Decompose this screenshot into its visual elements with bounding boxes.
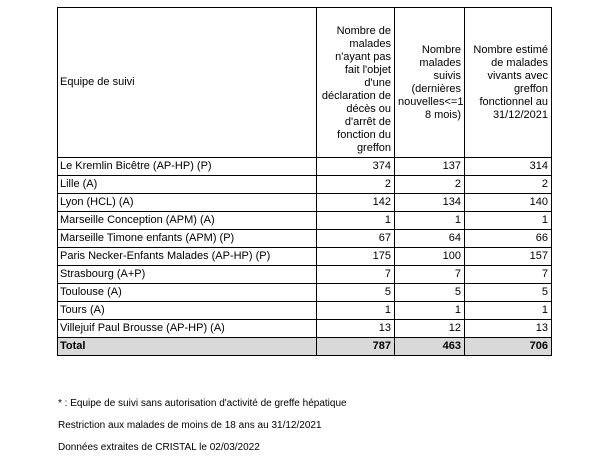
cell-followed: 12 <box>395 320 465 338</box>
cell-undeclared: 175 <box>317 248 395 266</box>
cell-undeclared: 13 <box>317 320 395 338</box>
team-name: Marseille Timone enfants (APM) (P) <box>58 230 317 248</box>
team-name: Marseille Conception (APM) (A) <box>58 212 317 230</box>
total-followed: 463 <box>395 338 465 356</box>
cell-estimated-alive: 157 <box>465 248 552 266</box>
total-estimated-alive: 706 <box>465 338 552 356</box>
header-estimated-alive: Nombre estimé de malades vivants avec greffon fonctionnel au 31/12/2021 <box>465 8 552 158</box>
team-name: Villejuif Paul Brousse (AP-HP) (A) <box>58 320 317 338</box>
cell-followed: 64 <box>395 230 465 248</box>
cell-estimated-alive: 66 <box>465 230 552 248</box>
cell-followed: 2 <box>395 176 465 194</box>
table-row <box>58 176 552 194</box>
table-row <box>58 194 552 212</box>
header-followed: Nombre malades suivis (dernières nouvelles<=1 8 mois) <box>395 8 465 158</box>
table-row <box>58 284 552 302</box>
cell-estimated-alive: 2 <box>465 176 552 194</box>
cell-undeclared: 374 <box>317 158 395 176</box>
header-undeclared: Nombre de malades n'ayant pas fait l'objet d'une déclaration de décès ou d'arrêt de fonction du greffon <box>317 8 395 158</box>
header-row <box>58 8 552 158</box>
cell-estimated-alive: 13 <box>465 320 552 338</box>
footnotes <box>58 393 347 459</box>
team-name: Le Kremlin Bicêtre (AP-HP) (P) <box>58 158 317 176</box>
footnote-data-source: Données extraites de CRISTAL le 02/03/2022 <box>58 442 260 453</box>
cell-followed: 1 <box>395 302 465 320</box>
cell-undeclared: 2 <box>317 176 395 194</box>
table-row <box>58 230 552 248</box>
cell-undeclared: 67 <box>317 230 395 248</box>
cell-followed: 137 <box>395 158 465 176</box>
team-name: Tours (A) <box>58 302 317 320</box>
team-name: Toulouse (A) <box>58 284 317 302</box>
cell-followed: 5 <box>395 284 465 302</box>
table-row <box>58 248 552 266</box>
cell-followed: 100 <box>395 248 465 266</box>
cell-estimated-alive: 1 <box>465 212 552 230</box>
table-row <box>58 302 552 320</box>
total-label: Total <box>58 338 317 356</box>
table-row <box>58 266 552 284</box>
cell-estimated-alive: 314 <box>465 158 552 176</box>
cell-estimated-alive: 140 <box>465 194 552 212</box>
cell-estimated-alive: 1 <box>465 302 552 320</box>
table-row <box>58 212 552 230</box>
footnote-authorization: * : Equipe de suivi sans autorisation d'activité de greffe hépatique <box>58 398 347 409</box>
table-row <box>58 320 552 338</box>
team-name: Lille (A) <box>58 176 317 194</box>
team-name: Paris Necker-Enfants Malades (AP-HP) (P) <box>58 248 317 266</box>
cell-undeclared: 142 <box>317 194 395 212</box>
team-name: Lyon (HCL) (A) <box>58 194 317 212</box>
cell-undeclared: 1 <box>317 212 395 230</box>
footnote-age-restriction: Restriction aux malades de moins de 18 ans au 31/12/2021 <box>58 420 322 431</box>
cell-undeclared: 5 <box>317 284 395 302</box>
cell-estimated-alive: 5 <box>465 284 552 302</box>
cell-followed: 7 <box>395 266 465 284</box>
cell-undeclared: 1 <box>317 302 395 320</box>
header-team: Equipe de suivi <box>58 8 317 158</box>
total-undeclared: 787 <box>317 338 395 356</box>
follow-up-table <box>57 7 552 356</box>
cell-estimated-alive: 7 <box>465 266 552 284</box>
table-row <box>58 158 552 176</box>
cell-undeclared: 7 <box>317 266 395 284</box>
cell-followed: 1 <box>395 212 465 230</box>
team-name: Strasbourg (A+P) <box>58 266 317 284</box>
cell-followed: 134 <box>395 194 465 212</box>
total-row <box>58 338 552 356</box>
